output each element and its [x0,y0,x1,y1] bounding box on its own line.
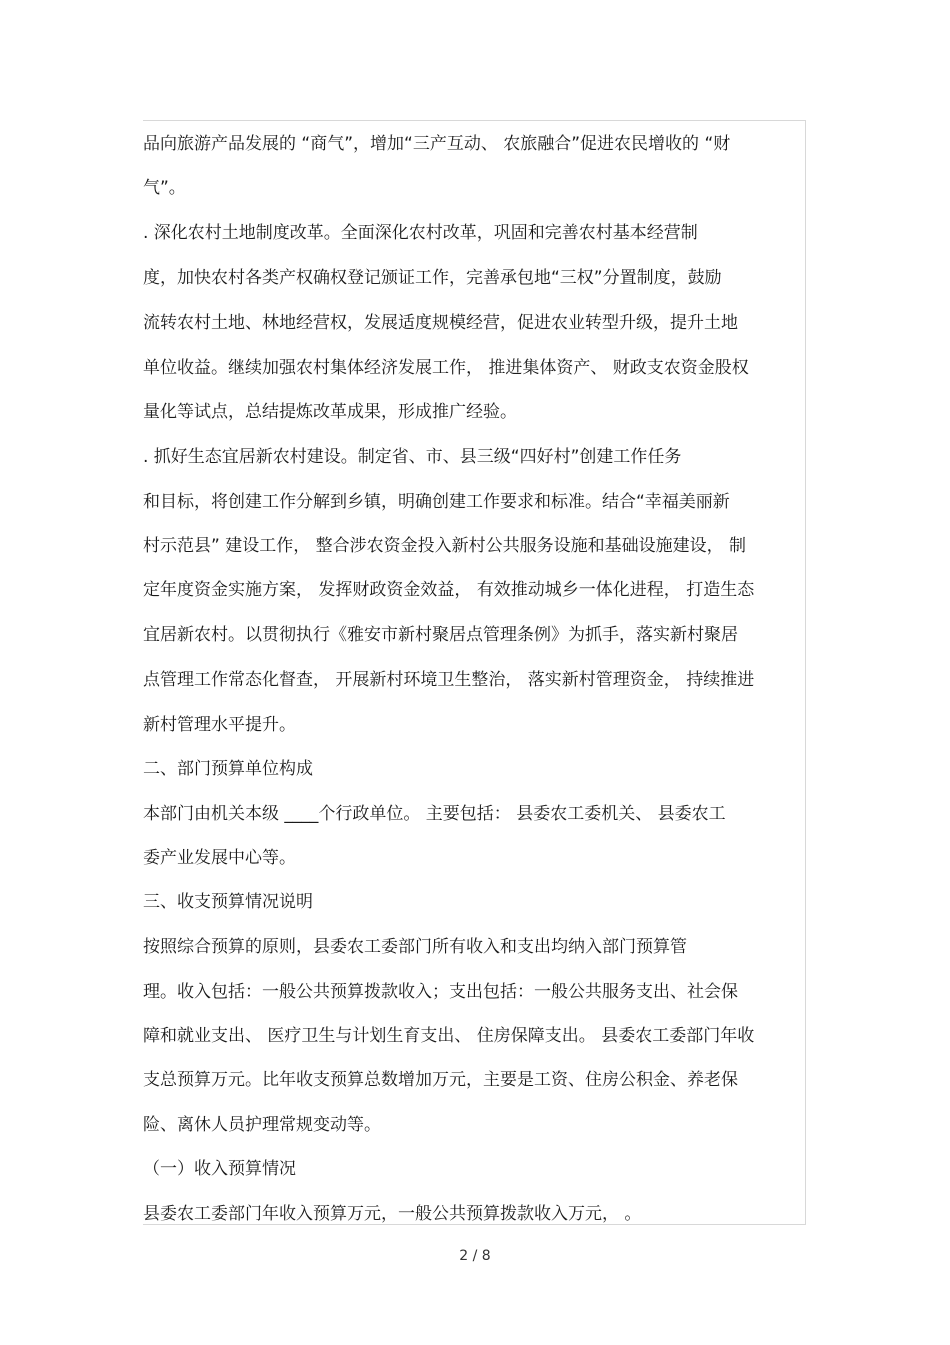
text-line: . 深化农村土地制度改革。全面深化农村改革，巩固和完善农村基本经营制 [143,223,698,243]
text-line: 单位收益。继续加强农村集体经济发展工作， 推进集体资产、 财政支农资金股权 [143,358,749,378]
text-line: 定年度资金实施方案， 发挥财政资金效益， 有效推动城乡一体化进程， 打造生态 [143,580,755,600]
text-line: 点管理工作常态化督查， 开展新村环境卫生整治， 落实新村管理资金， 持续推进 [143,670,755,690]
text-line: 流转农村土地、林地经营权，发展适度规模经营，促进农业转型升级，提升土地 [143,313,738,333]
text-line: 新村管理水平提升。 [143,715,296,735]
text-line: . 抓好生态宜居新农村建设。制定省、市、县三级“四好村”创建工作任务 [143,447,682,467]
text-line: 按照综合预算的原则，县委农工委部门所有收入和支出均纳入部门预算管 [143,937,687,957]
text-line: 本部门由机关本级 ____个行政单位。 主要包括： 县委农工委机关、 县委农工 [143,804,726,824]
text-line: 和目标，将创建工作分解到乡镇，明确创建工作要求和标准。结合“幸福美丽新 [143,492,730,512]
section-heading: 二、部门预算单位构成 [143,759,313,779]
text-line: 县委农工委部门年收入预算万元，一般公共预算拨款收入万元， 。 [143,1204,642,1224]
text-line: 障和就业支出、 医疗卫生与计划生育支出、 住房保障支出。 县委农工委部门年收 [143,1026,755,1046]
text-line: 宜居新农村。以贯彻执行《雅安市新村聚居点管理条例》为抓手，落实新村聚居 [143,625,738,645]
text-line: 度，加快农村各类产权确权登记颁证工作，完善承包地“三权”分置制度，鼓励 [143,268,722,288]
text-line: 支总预算万元。比年收支预算总数增加万元，主要是工资、住房公积金、养老保 [143,1070,738,1090]
text-line: 险、离休人员护理常规变动等。 [143,1115,381,1135]
text-line: 品向旅游产品发展的 “商气”，增加“三产互动、 农旅融合”促进农民增收的 “财 [143,134,731,154]
section-heading: 三、收支预算情况说明 [143,892,313,912]
text-line: 量化等试点，总结提炼改革成果，形成推广经验。 [143,402,517,422]
subsection-heading: （一）收入预算情况 [143,1159,296,1179]
text-line: 理。收入包括：一般公共预算拨款收入；支出包括：一般公共服务支出、社会保 [143,982,738,1002]
text-line: 气”。 [143,178,186,198]
page-number: 2 / 8 [459,1248,491,1264]
text-line: 村示范县” 建设工作， 整合涉农资金投入新村公共服务设施和基础设施建设， 制 [143,536,747,556]
text-line: 委产业发展中心等。 [143,848,296,868]
